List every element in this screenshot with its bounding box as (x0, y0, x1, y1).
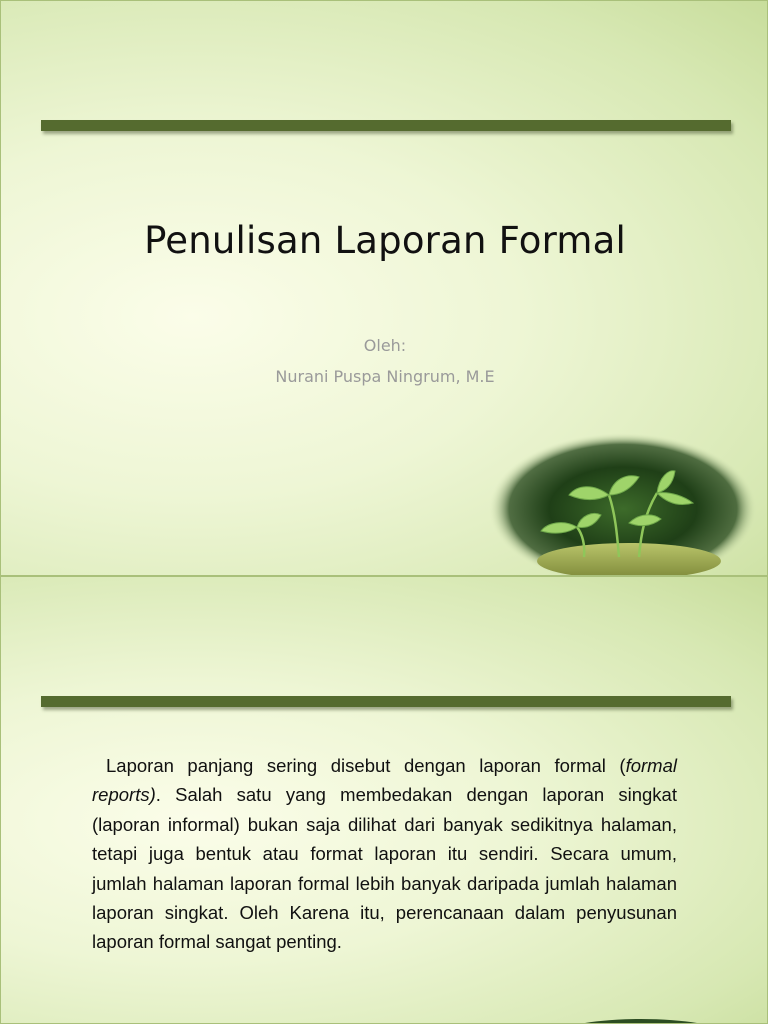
author-name: Nurani Puspa Ningrum, M.E (275, 367, 495, 386)
paragraph-end: . Salah satu yang membedakan dengan laporan singkat (laporan informal) bukan saja dilihat dari banyak sedikitnya halaman, tetapi juga bentuk atau format laporan itu sendiri. Secara umum, jumlah halaman laporan formal lebih banyak daripada jumlah halaman laporan singkat. Oleh Karena itu, perencanaan dalam penyusunan laporan formal sangat penting. (92, 784, 677, 953)
byline-label: Oleh: (363, 336, 407, 355)
paragraph-start: Laporan panjang sering disebut dengan laporan formal ( (106, 755, 626, 776)
paragraph-italic-term: formal reports) (92, 755, 677, 806)
seedling-image (489, 433, 757, 576)
slide-title: Penulisan Laporan Formal (144, 219, 626, 262)
header-divider-bar (41, 120, 731, 131)
header-divider-bar (41, 696, 731, 707)
content-slide (0, 576, 768, 1024)
seedling-image-edge (561, 1013, 721, 1024)
body-paragraph (92, 751, 677, 957)
